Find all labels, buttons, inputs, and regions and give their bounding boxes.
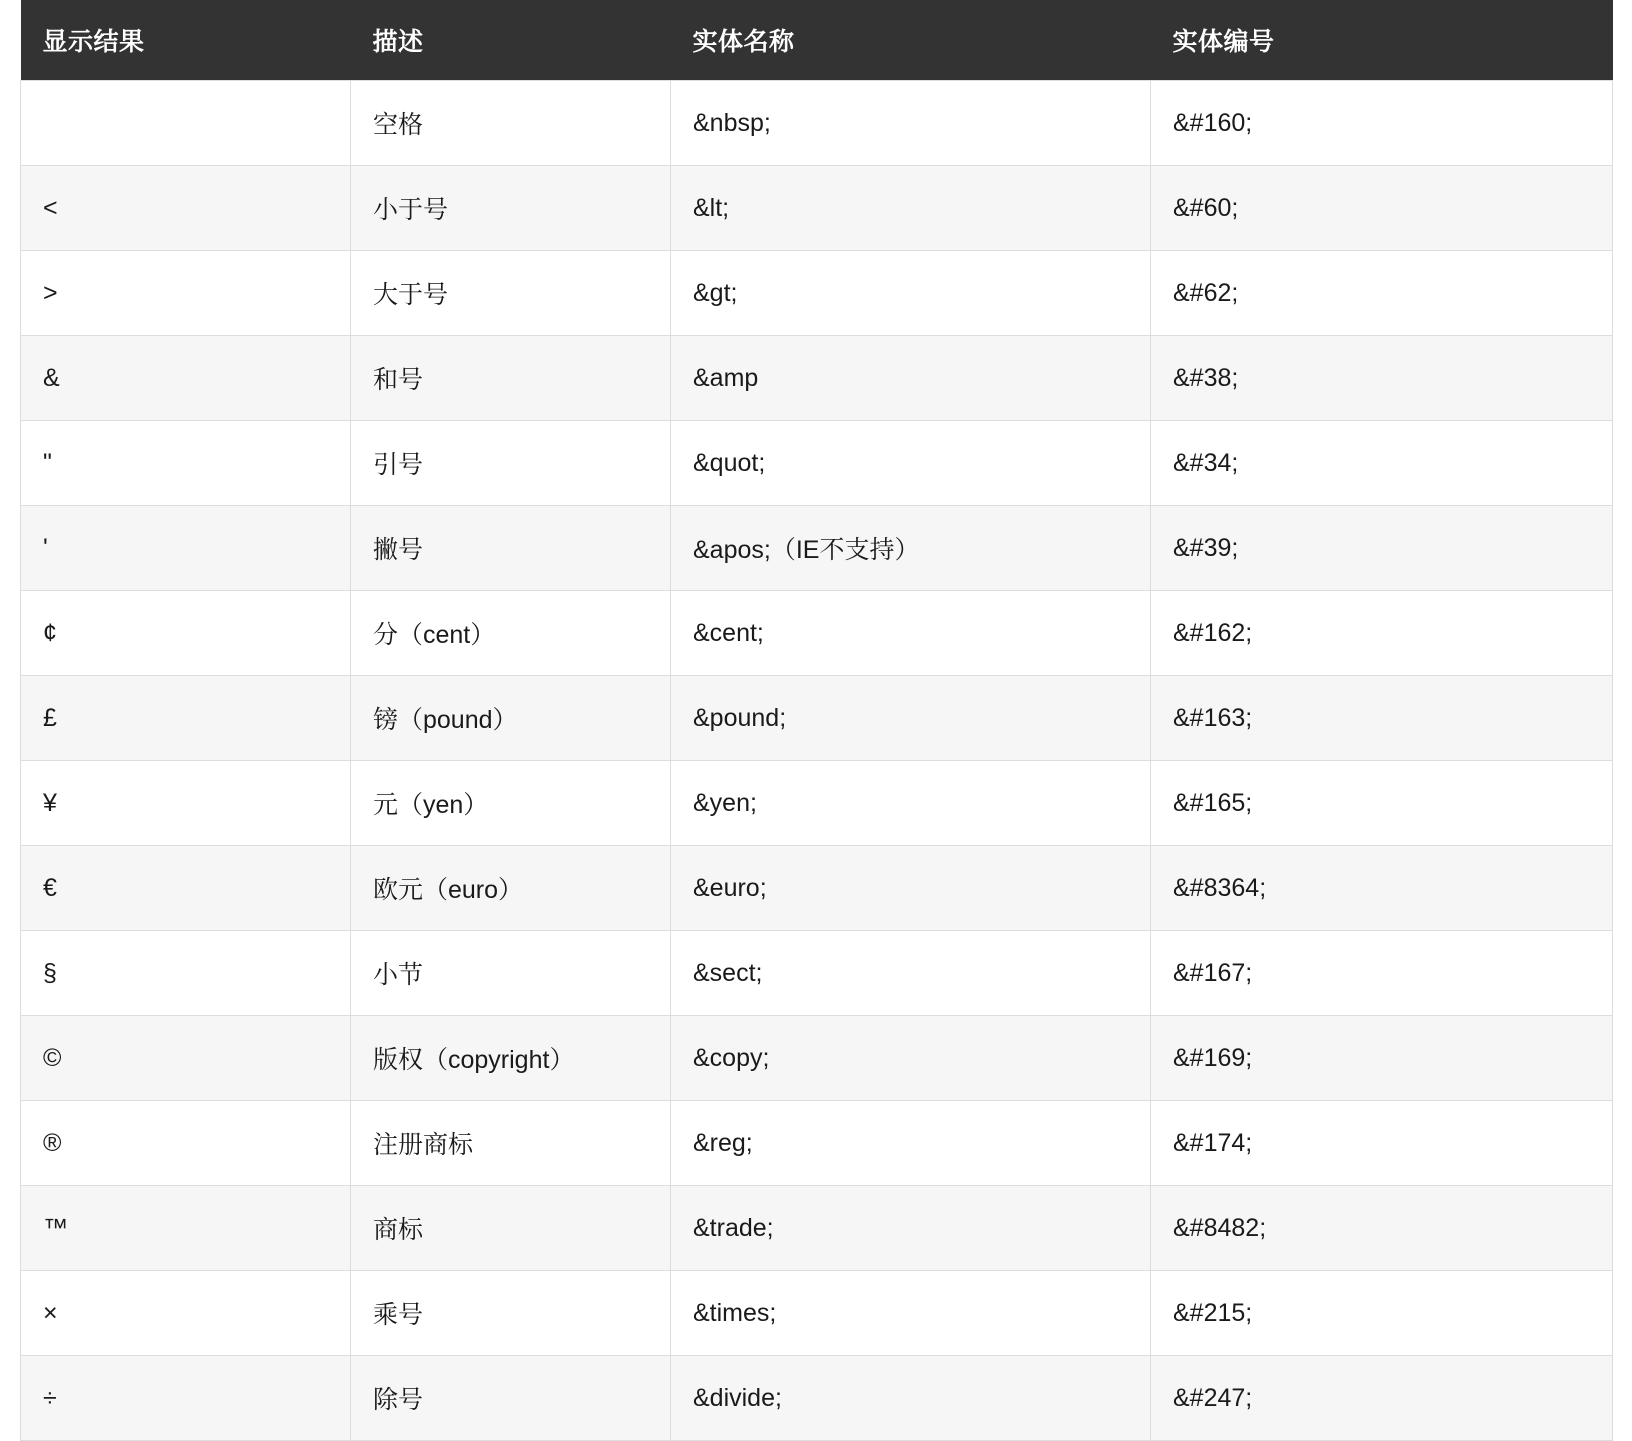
cell-description: 元（yen） (351, 761, 671, 846)
cell-display-result: × (21, 1271, 351, 1356)
cell-display-result: £ (21, 676, 351, 761)
cell-description: 欧元（euro） (351, 846, 671, 931)
cell-entity-number: &#38; (1151, 336, 1613, 421)
cell-display-result: > (21, 251, 351, 336)
table-row (21, 336, 1613, 421)
cell-entity-number: &#39; (1151, 506, 1613, 591)
cell-entity-name: &gt; (671, 251, 1151, 336)
cell-entity-name: &pound; (671, 676, 1151, 761)
cell-entity-number: &#62; (1151, 251, 1613, 336)
cell-entity-name: &cent; (671, 591, 1151, 676)
cell-description: 分（cent） (351, 591, 671, 676)
cell-entity-name: &yen; (671, 761, 1151, 846)
cell-description: 大于号 (351, 251, 671, 336)
table-row (21, 761, 1613, 846)
cell-display-result: & (21, 336, 351, 421)
cell-description: 引号 (351, 421, 671, 506)
cell-entity-name: &lt; (671, 166, 1151, 251)
cell-display-result: " (21, 421, 351, 506)
cell-entity-number: &#167; (1151, 931, 1613, 1016)
table-row (21, 166, 1613, 251)
table-row (21, 591, 1613, 676)
cell-display-result: ' (21, 506, 351, 591)
cell-entity-name: &apos;（IE不支持） (671, 506, 1151, 591)
cell-entity-number: &#160; (1151, 81, 1613, 166)
cell-display-result: ¢ (21, 591, 351, 676)
cell-display-result: € (21, 846, 351, 931)
cell-display-result: © (21, 1016, 351, 1101)
cell-description: 和号 (351, 336, 671, 421)
cell-entity-number: &#169; (1151, 1016, 1613, 1101)
table-body (21, 81, 1613, 1441)
cell-entity-number: &#162; (1151, 591, 1613, 676)
cell-entity-name: &nbsp; (671, 81, 1151, 166)
cell-entity-number: &#8482; (1151, 1186, 1613, 1271)
cell-description: 乘号 (351, 1271, 671, 1356)
cell-entity-number: &#174; (1151, 1101, 1613, 1186)
cell-entity-name: &quot; (671, 421, 1151, 506)
cell-entity-number: &#8364; (1151, 846, 1613, 931)
table-row (21, 1356, 1613, 1441)
cell-entity-name: &copy; (671, 1016, 1151, 1101)
column-header-display-result: 显示结果 (21, 0, 351, 81)
cell-description: 商标 (351, 1186, 671, 1271)
cell-display-result: ™ (21, 1186, 351, 1271)
table-row (21, 421, 1613, 506)
html-entities-table (20, 0, 1613, 1441)
cell-display-result: ® (21, 1101, 351, 1186)
table-header (21, 0, 1613, 81)
cell-entity-name: &times; (671, 1271, 1151, 1356)
cell-display-result: ÷ (21, 1356, 351, 1441)
cell-entity-number: &#247; (1151, 1356, 1613, 1441)
cell-description: 空格 (351, 81, 671, 166)
cell-entity-number: &#34; (1151, 421, 1613, 506)
table-row (21, 506, 1613, 591)
table-row (21, 251, 1613, 336)
table-row (21, 1271, 1613, 1356)
cell-description: 撇号 (351, 506, 671, 591)
table-row (21, 81, 1613, 166)
table-row (21, 1101, 1613, 1186)
cell-display-result: § (21, 931, 351, 1016)
cell-display-result: < (21, 166, 351, 251)
column-header-entity-number: 实体编号 (1151, 0, 1613, 81)
cell-entity-name: &euro; (671, 846, 1151, 931)
cell-description: 小节 (351, 931, 671, 1016)
column-header-description: 描述 (351, 0, 671, 81)
cell-description: 小于号 (351, 166, 671, 251)
table-header-row (21, 0, 1613, 81)
cell-entity-name: &trade; (671, 1186, 1151, 1271)
cell-description: 版权（copyright） (351, 1016, 671, 1101)
cell-entity-name: &amp (671, 336, 1151, 421)
table-row (21, 931, 1613, 1016)
cell-entity-name: &divide; (671, 1356, 1151, 1441)
table-row (21, 846, 1613, 931)
cell-entity-number: &#60; (1151, 166, 1613, 251)
column-header-entity-name: 实体名称 (671, 0, 1151, 81)
cell-description: 注册商标 (351, 1101, 671, 1186)
cell-description: 镑（pound） (351, 676, 671, 761)
cell-entity-number: &#215; (1151, 1271, 1613, 1356)
table-row (21, 676, 1613, 761)
cell-display-result (21, 81, 351, 166)
cell-entity-number: &#163; (1151, 676, 1613, 761)
table-row (21, 1186, 1613, 1271)
cell-entity-number: &#165; (1151, 761, 1613, 846)
cell-display-result: ¥ (21, 761, 351, 846)
table-row (21, 1016, 1613, 1101)
cell-description: 除号 (351, 1356, 671, 1441)
cell-entity-name: &sect; (671, 931, 1151, 1016)
cell-entity-name: &reg; (671, 1101, 1151, 1186)
